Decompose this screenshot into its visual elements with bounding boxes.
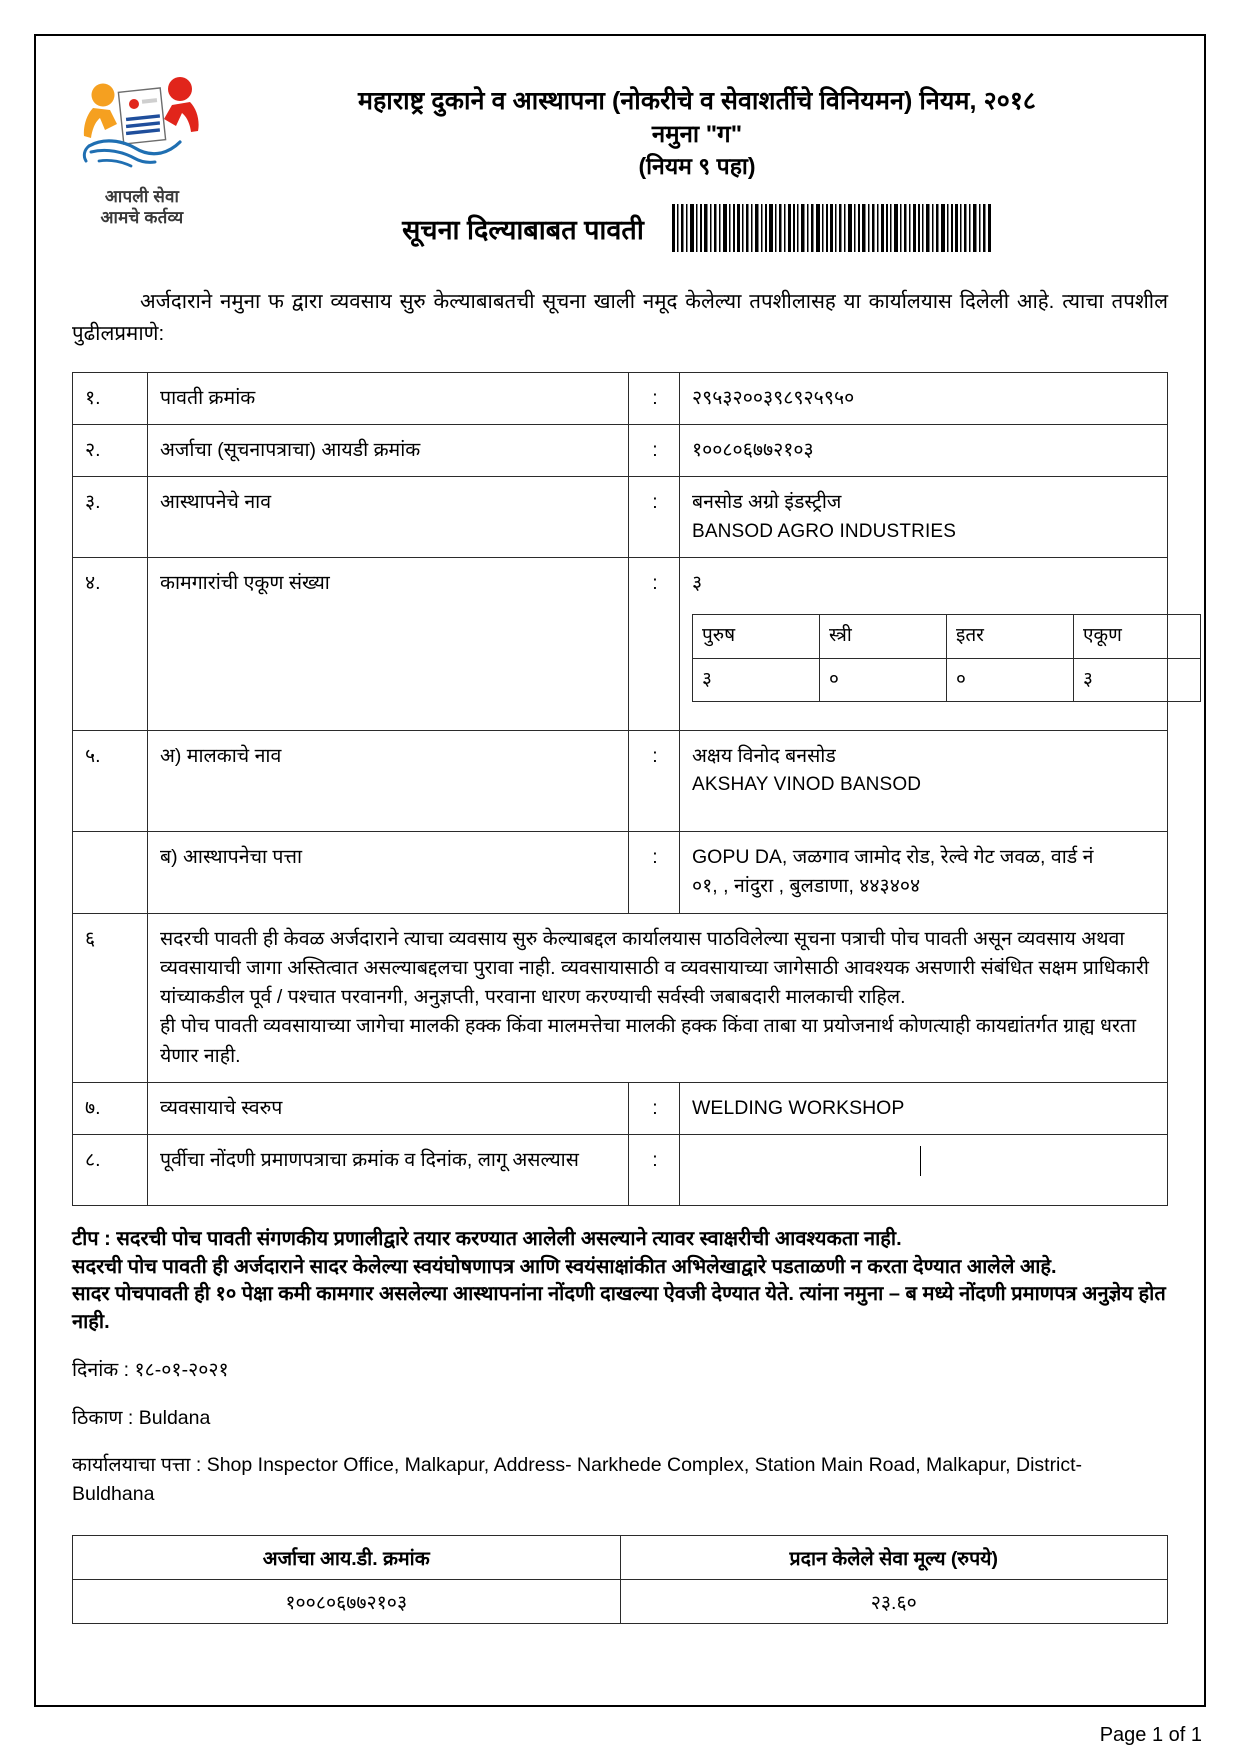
text-cursor: [920, 1146, 921, 1176]
row-label: पावती क्रमांक: [148, 372, 629, 424]
fee-value-service-value: २३.६०: [620, 1580, 1168, 1624]
place-label: ठिकाण :: [72, 1406, 134, 1429]
row-label: व्यवसायाचे स्वरुप: [148, 1082, 629, 1134]
row-number: ५.: [73, 731, 148, 832]
fee-header-application-id: अर्जाचा आय.डी. क्रमांक: [73, 1536, 621, 1580]
barcode-icon: [670, 204, 992, 252]
table-row: [73, 477, 1168, 558]
application-id-value: १००८०६७७२१०३: [680, 425, 1168, 477]
workers-value-row: [693, 658, 1201, 702]
date-line: [72, 1356, 1168, 1385]
previous-registration-value[interactable]: [680, 1135, 1168, 1206]
receipt-number-value: २९५३२००३९८९२५९५०: [680, 372, 1168, 424]
workers-header-other: इतर: [947, 615, 1074, 659]
row-number: [73, 832, 148, 914]
establishment-address-value: [680, 832, 1168, 914]
date-label: दिनांक :: [72, 1359, 130, 1382]
fee-table: [72, 1535, 1168, 1624]
table-row: [73, 1135, 1168, 1206]
table-row: [73, 1082, 1168, 1134]
row-label: कामगारांची एकूण संख्या: [148, 558, 629, 731]
logo-caption-line-1: आपली सेवा: [104, 187, 180, 206]
office-address-value: Shop Inspector Office, Malkapur, Address- Narkhede Complex, Station Main Road, Malkapur, District- Buldhana: [72, 1453, 1083, 1506]
establishment-name-english: BANSOD AGRO INDUSTRIES: [692, 520, 957, 542]
row-colon: :: [629, 832, 680, 914]
fee-header-row: [73, 1536, 1168, 1580]
owner-name-marathi: अक्षय विनोद बनसोड: [692, 745, 836, 768]
workers-breakdown-table: [692, 614, 1201, 702]
details-table: [72, 372, 1168, 1206]
receipt-title-row: [226, 204, 1168, 252]
fee-value-row: [73, 1580, 1168, 1624]
note-line-3: सादर पोचपावती ही १० पेक्षा कमी कामगार असलेल्या आस्थापनांना नोंदणी दाखल्या ऐवजी देण्यात येते. त्यांना नमुना – ब मध्ये नोंदणी प्रमाणपत्र अनुज्ञेय होत नाही.: [72, 1283, 1166, 1333]
table-row: [73, 913, 1168, 1082]
address-line-1: GOPU DA, जळगाव जामोद रोड, रेल्वे गेट जवळ, वार्ड नं: [692, 846, 1094, 869]
fee-value-application-id: १००८०६७७२१०३: [73, 1580, 621, 1624]
row-number: ४.: [73, 558, 148, 731]
note-line-1: टीप : सदरची पोच पावती संगणकीय प्रणालीद्वारे तयार करण्यात आलेली असल्याने त्यावर स्वाक्षरीची आवश्यकता नाही.: [72, 1228, 902, 1251]
document-header: [72, 64, 1168, 252]
row-colon: :: [629, 425, 680, 477]
row-label: पूर्वीचा नोंदणी प्रमाणपत्राचा क्रमांक व दिनांक, लागू असल्यास: [148, 1135, 629, 1206]
disclaimer-paragraph-2: ही पोच पावती व्यवसायाच्या जागेचा मालकी हक्क किंवा मालमत्तेचा मालकी हक्क किंवा ताबा या प्रयोजनार्थ कोणत्याही कायद्यांतर्गत ग्राह्य धरता येणार नाही.: [160, 1015, 1137, 1067]
row-number: ८.: [73, 1135, 148, 1206]
note-block: [72, 1226, 1168, 1336]
total-workers-value: [680, 558, 1168, 731]
logo-caption-line-2: आमचे कर्तव्य: [100, 208, 184, 228]
row-label: अ) मालकाचे नाव: [148, 731, 629, 832]
row-colon: :: [629, 477, 680, 558]
workers-value-female: ०: [820, 658, 947, 702]
table-row: [73, 731, 1168, 832]
workers-header-total: एकूण: [1074, 615, 1201, 659]
owner-name-english: AKSHAY VINOD BANSOD: [692, 774, 922, 796]
office-address-line: [72, 1451, 1168, 1510]
meta-block: [72, 1356, 1168, 1509]
row-colon: :: [629, 1082, 680, 1134]
row-colon: :: [629, 731, 680, 832]
disclaimer-cell: [148, 913, 1168, 1082]
disclaimer-paragraph-1: सदरची पावती ही केवळ अर्जदाराने त्याचा व्यवसाय सुरु केल्याबद्दल कार्यालयास पाठविलेल्या सूचना पत्राची पोच पावती असून व्यवसाय अथवा व्यवसायाची जागा अस्तित्वात असल्याबद्दलचा पुरावा नाही. व्यवसायासाठी व व्यवसायाच्या जागेसाठी आवश्यक असणारी संबंधित सक्षम प्राधिकारी यांच्याकडील पूर्व / पश्चात परवानगी, अनुज्ञप्ती, परवाना धारण करण्याची सर्वस्वी जबाबदारी मालकाची राहिल.: [160, 927, 1149, 1009]
owner-name-value: [680, 731, 1168, 832]
total-workers-count: ३: [692, 572, 703, 595]
workers-value-male: ३: [693, 658, 820, 702]
workers-header-male: पुरुष: [693, 615, 820, 659]
business-nature-value: WELDING WORKSHOP: [680, 1082, 1168, 1134]
row-number: २.: [73, 425, 148, 477]
fee-header-service-value: प्रदान केलेले सेवा मूल्य (रुपये): [620, 1536, 1168, 1580]
table-row: [73, 425, 1168, 477]
table-row: [73, 558, 1168, 731]
act-title: महाराष्ट्र दुकाने व आस्थापना (नोकरीचे व सेवाशर्तीचे विनियमन) नियम, २०१८: [357, 87, 1037, 115]
logo-svg: [77, 68, 207, 186]
place-value: Buldana: [138, 1406, 211, 1429]
workers-value-other: ०: [947, 658, 1074, 702]
table-row: [73, 832, 1168, 914]
note-line-2: सदरची पोच पावती ही अर्जदाराने सादर केलेल्या स्वयंघोषणापत्र आणि स्वयंसाक्षांकीत अभिलेखाद्वारे पडताळणी न करता देण्यात आलेले आहे.: [72, 1255, 1057, 1278]
row-number: ६: [73, 913, 148, 1082]
rule-reference: (नियम ९ पहा): [638, 153, 756, 180]
form-name: नमुना "ग": [651, 121, 743, 149]
place-line: [72, 1404, 1168, 1433]
row-number: १.: [73, 372, 148, 424]
row-colon: :: [629, 372, 680, 424]
page-title: सूचना दिल्याबाबत पावती: [402, 214, 644, 245]
intro-paragraph: अर्जदाराने नमुना फ द्वारा व्यवसाय सुरु केल्याबाबतची सूचना खाली नमूद केलेल्या तपशीलासह या कार्यालयास दिलेली आहे. त्याचा तपशील पुढीलप्रमाणे:: [72, 290, 1168, 346]
table-row: [73, 372, 1168, 424]
establishment-name-value: [680, 477, 1168, 558]
page-number: Page 1 of 1: [1099, 1724, 1202, 1746]
logo-graphic: [77, 68, 207, 186]
row-number: ३.: [73, 477, 148, 558]
row-label: ब) आस्थापनेचा पत्ता: [148, 832, 629, 914]
row-label: आस्थापनेचे नाव: [148, 477, 629, 558]
workers-header-row: [693, 615, 1201, 659]
address-line-2: ०१, , नांदुरा , बुलडाणा, ४४३४०४: [692, 875, 921, 898]
row-number: ७.: [73, 1082, 148, 1134]
workers-value-total: ३: [1074, 658, 1201, 702]
date-value: १८-०१-२०२१: [134, 1359, 229, 1382]
office-address-label: कार्यालयाचा पत्ता :: [72, 1453, 202, 1476]
row-label: अर्जाचा (सूचनापत्राचा) आयडी क्रमांक: [148, 425, 629, 477]
workers-header-female: स्त्री: [820, 615, 947, 659]
header-text-block: [226, 64, 1168, 252]
aaple-seva-logo: [72, 64, 212, 229]
row-colon: :: [629, 558, 680, 731]
row-colon: :: [629, 1135, 680, 1206]
establishment-name-marathi: बनसोड अग्रो इंडस्ट्रीज: [692, 491, 842, 514]
